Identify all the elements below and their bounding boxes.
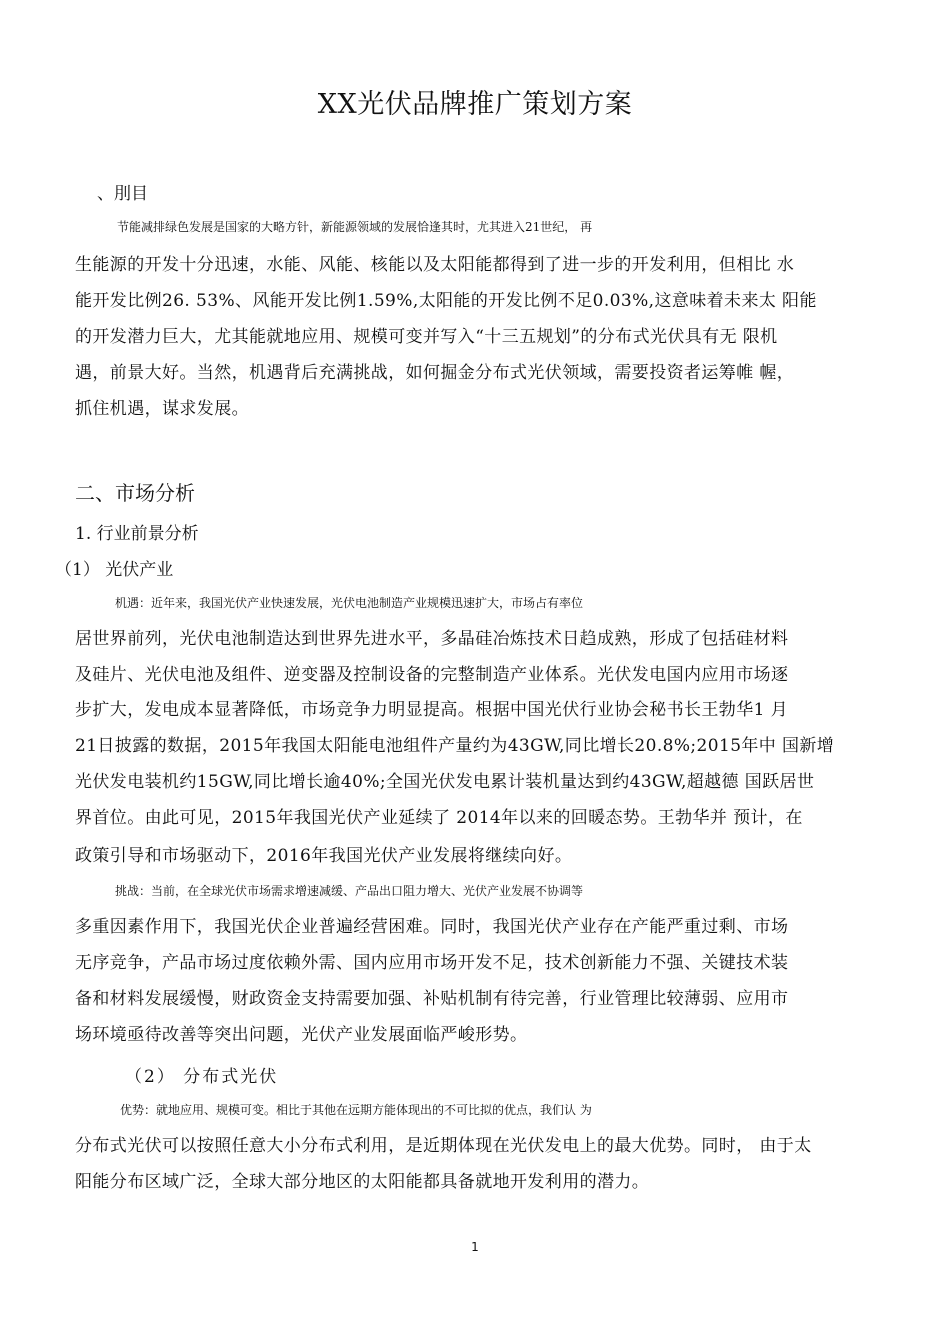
paragraph-line: 能开发比例26. 53%、风能开发比例1.59%,太阳能的开发比例不足0.03%,这意味着未来太 阳能 bbox=[75, 291, 817, 311]
section-1-heading: 、刖目 bbox=[97, 184, 148, 204]
subsection-heading: （1） 光伏产业 bbox=[55, 560, 174, 580]
page-number: 1 bbox=[471, 1240, 479, 1254]
paragraph-line: 备和材料发展缓慢，财政资金支持需要加强、补贴机制有待完善，行业管理比较薄弱、应用市 bbox=[75, 989, 789, 1009]
subsection-heading: （2） 分布式光伏 bbox=[125, 1067, 279, 1087]
section-2-heading: 二、市场分析 bbox=[75, 481, 195, 505]
paragraph-line: 机遇：近年来，我国光伏产业快速发展，光伏电池制造产业规模迅速扩大，市场占有率位 bbox=[115, 596, 584, 610]
subsection-heading: 1. 行业前景分析 bbox=[75, 524, 199, 544]
document-title: XX光伏品牌推广策划方案 bbox=[317, 89, 633, 120]
paragraph-line: 阳能分布区域广泛，全球大部分地区的太阳能都具备就地开发利用的潜力。 bbox=[75, 1172, 650, 1192]
paragraph-line: 光伏发电装机约15GW,同比增长逾40%;全国光伏发电累计装机量达到约43GW,超越德 国跃居世 bbox=[75, 772, 815, 792]
paragraph-line: 居世界前列，光伏电池制造达到世界先进水平，多晶硅冶炼技术日趋成熟，形成了包括硅材料 bbox=[75, 629, 789, 649]
paragraph-line: 界首位。由此可见，2015年我国光伏产业延续了 2014年以来的回暖态势。王勃华并 预计，在 bbox=[75, 808, 803, 828]
paragraph-line: 分布式光伏可以按照任意大小分布式利用，是近期体现在光伏发电上的最大优势。同时， 由于太 bbox=[75, 1136, 812, 1156]
paragraph-line: 的开发潜力巨大，尤其能就地应用、规模可变并写入“十三五规划”的分布式光伏具有无 限机 bbox=[75, 327, 778, 347]
paragraph-line: 政策引导和市场驱动下，2016年我国光伏产业发展将继续向好。 bbox=[75, 846, 573, 866]
paragraph-line: 及硅片、光伏电池及组件、逆变器及控制设备的完整制造产业体系。光伏发电国内应用市场逐 bbox=[75, 665, 789, 685]
paragraph-line: 挑战：当前，在全球光伏市场需求增速减缓、产品出口阻力增大、光伏产业发展不协调等 bbox=[115, 884, 584, 898]
paragraph-line: 多重因素作用下，我国光伏企业普遍经营困难。同时，我国光伏产业存在产能严重过剩、市场 bbox=[75, 917, 789, 937]
paragraph-line: 节能减排绿色发展是国家的大略方针，新能源领域的发展恰逢其时，尤其进入21世纪， 再 bbox=[117, 220, 593, 234]
paragraph-line: 生能源的开发十分迅速，水能、风能、核能以及太阳能都得到了进一步的开发利用，但相比 水 bbox=[75, 255, 795, 275]
paragraph-line: 遇，前景大好。当然，机遇背后充满挑战，如何掘金分布式光伏领域，需要投资者运筹帷 幄， bbox=[75, 363, 795, 383]
paragraph-line: 无序竞争，产品市场过度依赖外需、国内应用市场开发不足，技术创新能力不强、关键技术装 bbox=[75, 953, 789, 973]
paragraph-line: 21日披露的数据，2015年我国太阳能电池组件产量约为43GW,同比增长20.8%;2015年中 国新增 bbox=[75, 736, 835, 756]
paragraph-line: 场环境亟待改善等突出问题，光伏产业发展面临严峻形势。 bbox=[75, 1025, 528, 1045]
paragraph-line: 抓住机遇，谋求发展。 bbox=[75, 399, 249, 419]
paragraph-line: 步扩大，发电成本显著降低，市场竞争力明显提高。根据中国光伏行业协会秘书长王勃华1 月 bbox=[75, 700, 789, 720]
paragraph-line: 优势：就地应用、规模可变。相比于其他在远期方能体现出的不可比拟的优点，我们认 为 bbox=[120, 1103, 592, 1117]
